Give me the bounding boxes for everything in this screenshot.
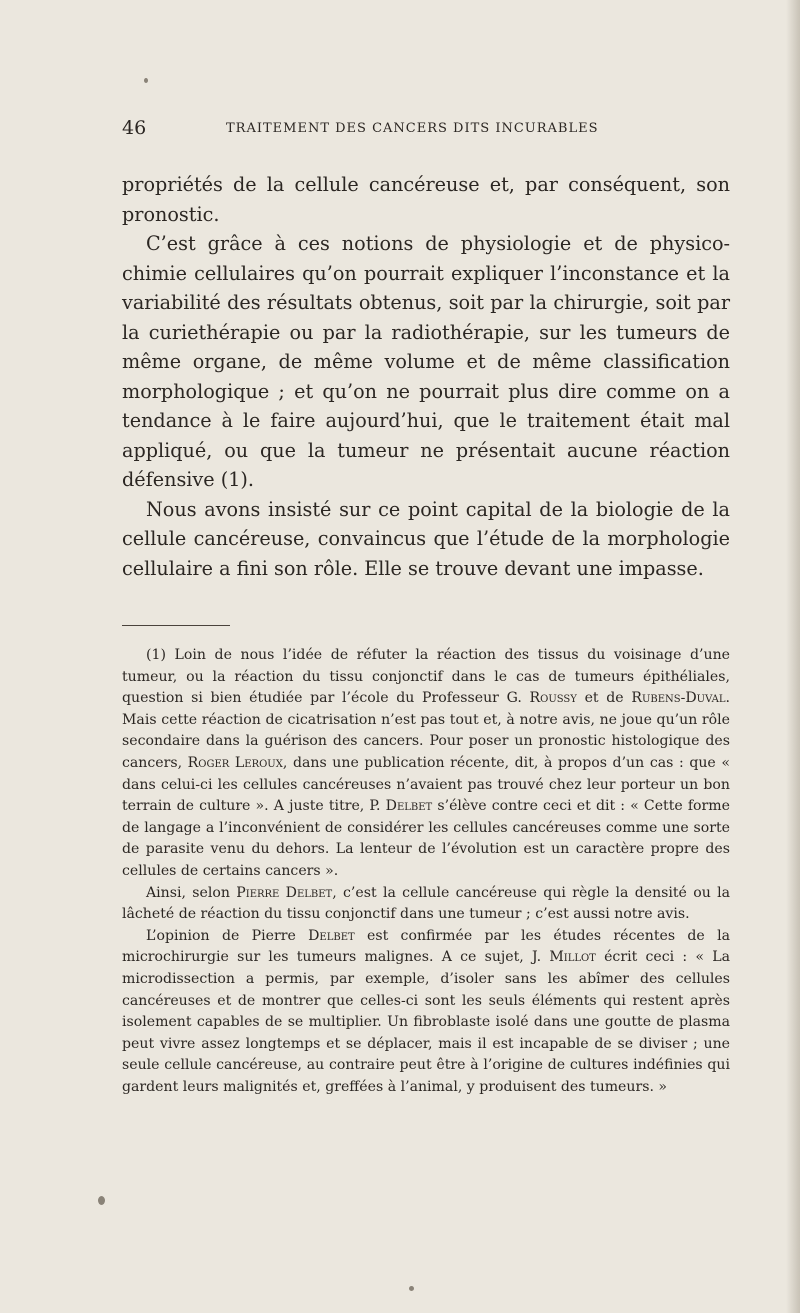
author-name: Delbet xyxy=(385,798,433,815)
page-edge-shadow xyxy=(786,0,800,1313)
footnote-1: (1) Loin de nous l’idée de réfuter la réaction des tissus du voisinage d’une tumeur, ou la réaction du tissu conjonctif dans le cas de tumeurs épithéliales, question si bien étudiée par l’école du Professeur G. Roussy et de Rubens-Duval. Mais cette réaction de cicatrisation n’est pas tout et, à notre avis, ne joue qu’un rôle secondaire dans la guérison des cancers. Pour poser un pronostic histologique des cancers, Roger Leroux, dans une publication récente, dit, à propos d’un cas : que « dans celui-ci les cellules cancéreuses n’avaient pas trouvé chez leur porteur un bon terrain de culture ». A juste titre, P. Delbet s’élève contre ceci et dit : « Cette forme de langage a l’inconvénient de considérer les cellules cancéreuses comme une sorte de parasite venu du dehors. La lenteur de l’évolution est un caractère propre des cellules de certains cancers ». xyxy=(122,647,731,879)
paragraph-2: C’est grâce à ces notions de physiologie et de physico-chimie cellulaires qu’on pourrait expliquer l’inconstance et la variabilité des résultats obtenus, soit par la chirurgie, soit par la curiethérapie ou par la radiothérapie, sur les tumeurs de même organe, de même volume et de même classification morphologique ; et qu’on ne pourrait plus dire comme on a tendance à le faire aujourd’hui, que le traitement était mal appliqué, ou que la tumeur ne présentait aucune réaction défensive (1). xyxy=(122,232,730,491)
page-number: 46 xyxy=(122,117,147,139)
footnote-2: Ainsi, selon Pierre Delbet, c’est la cellule cancéreuse qui règle la densité ou la lâcheté de réaction du tissu conjonctif dans une tumeur ; c’est aussi notre avis. xyxy=(122,884,730,923)
author-name: Rubens-Duval xyxy=(631,690,726,707)
footnotes xyxy=(122,645,730,1098)
paper-speck xyxy=(98,1196,105,1205)
page-header xyxy=(122,116,730,140)
paper-speck xyxy=(144,78,148,83)
footnote-separator xyxy=(122,625,230,626)
body-text xyxy=(122,170,730,583)
paragraph-3: Nous avons insisté sur ce point capital de la biologie de la cellule cancéreuse, convaincus que l’étude de la morphologie cellulaire a fini son rôle. Elle se trouve devant une impasse. xyxy=(122,497,730,580)
footnote-3: L’opinion de Pierre Delbet est confirmée par les études récentes de la microchirurgie sur les tumeurs malignes. A ce sujet, J. Millot écrit ceci : « La microdissection a permis, par exemple, d’isoler sans les abîmer des cellules cancéreuses et de montrer que celles-ci sont les seuls éléments qui restent après isolement capables de se multiplier. Un fibroblaste isolé dans une goutte de plasma peut vivre assez longtemps et se déplacer, mais il est incapable de se diviser ; une seule cellule cancéreuse, au contraire peut être à l’origine de cultures indéfinies qui gardent leurs malignités et, greffées à l’animal, y produisent des tumeurs. » xyxy=(122,927,731,1095)
author-name: Delbet xyxy=(308,927,355,944)
author-name: Pierre Delbet xyxy=(236,884,333,901)
paper-speck xyxy=(409,1286,414,1291)
paragraph-1: propriétés de la cellule cancéreuse et, par conséquent, son pronostic. xyxy=(122,173,730,226)
author-name: Roger Leroux xyxy=(187,754,283,771)
author-name: Roussy xyxy=(529,690,577,707)
running-title: TRAITEMENT DES CANCERS DITS INCURABLES xyxy=(226,121,599,136)
author-name: Millot xyxy=(549,949,596,966)
